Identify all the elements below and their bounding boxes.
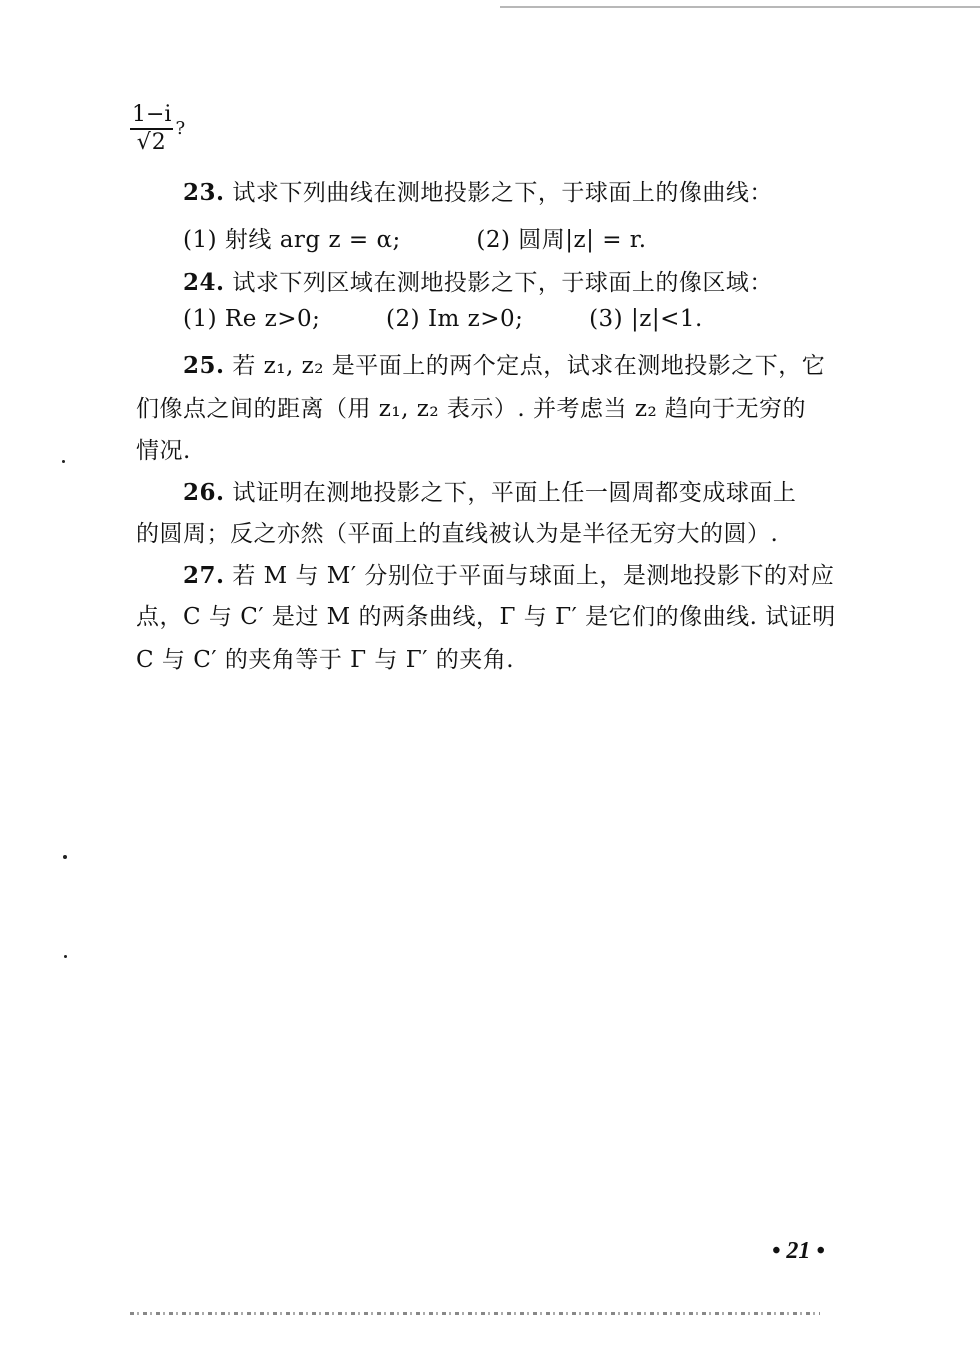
problem-24-parts [183, 306, 703, 332]
fraction-expression [130, 104, 173, 154]
fraction-trailing-mark: ? [175, 118, 186, 139]
problem-26-line-2: 的圆周；反之亦然（平面上的直线被认为是半径无穷大的圆）. [136, 521, 779, 547]
problem-text: 试求下列曲线在测地投影之下，于球面上的像曲线： [232, 180, 773, 206]
sqrt-radicand: 2 [151, 130, 166, 155]
scan-edge-noise [130, 1312, 820, 1315]
problem-text: 若 z₁, z₂ 是平面上的两个定点，试求在测地投影之下，它 [232, 353, 826, 379]
part-label: (1) [183, 306, 218, 332]
problem-24-heading [183, 264, 773, 297]
problem-text: 若 M 与 M′ 分别位于平面与球面上，是测地投影下的对应 [232, 563, 835, 589]
part-text: |z|<1. [630, 306, 703, 332]
problem-text: 试证明在测地投影之下，平面上任一圆周都变成球面上 [232, 480, 797, 506]
page-number: • 21 • [772, 1238, 825, 1264]
problem-25-line-1 [183, 347, 825, 380]
part-text: Im z>0; [427, 306, 524, 332]
carried-fraction [130, 104, 185, 154]
problem-27-line-2: 点，C 与 C′ 是过 M 的两条曲线，Γ 与 Γ′ 是它们的像曲线. 试证明 [136, 604, 836, 630]
problem-number: 27. [183, 562, 225, 589]
problem-number: 25. [183, 352, 225, 379]
fraction-numerator: 1−i [130, 104, 173, 130]
problem-text: 试求下列区域在测地投影之下，于球面上的像区域： [232, 270, 773, 296]
problem-27-line-3: C 与 C′ 的夹角等于 Γ 与 Γ′ 的夹角. [136, 647, 515, 673]
part-label: (3) [589, 306, 624, 332]
problem-number: 24. [183, 269, 225, 296]
top-rule [500, 6, 980, 8]
problem-25-line-3: 情况. [136, 438, 191, 464]
scan-speck [62, 460, 65, 463]
part-label: (2) [476, 227, 511, 253]
problem-23-parts [183, 221, 647, 254]
problem-23-heading [183, 174, 773, 207]
part-text: 射线 arg z = α; [224, 227, 401, 253]
scan-speck [64, 955, 67, 958]
problem-25-line-2: 们像点之间的距离（用 z₁, z₂ 表示）. 并考虑当 z₂ 趋向于无穷的 [136, 396, 807, 422]
problem-27-line-1 [183, 557, 834, 590]
fraction-denominator [130, 130, 173, 154]
part-text: 圆周|z| = r. [518, 227, 647, 253]
sqrt-symbol: √ [136, 130, 151, 155]
part-label: (1) [183, 227, 218, 253]
problem-number: 23. [183, 179, 225, 206]
part-label: (2) [386, 306, 421, 332]
scan-speck [63, 855, 67, 859]
problem-number: 26. [183, 479, 225, 506]
problem-26-line-1 [183, 474, 796, 507]
part-text: Re z>0; [224, 306, 321, 332]
